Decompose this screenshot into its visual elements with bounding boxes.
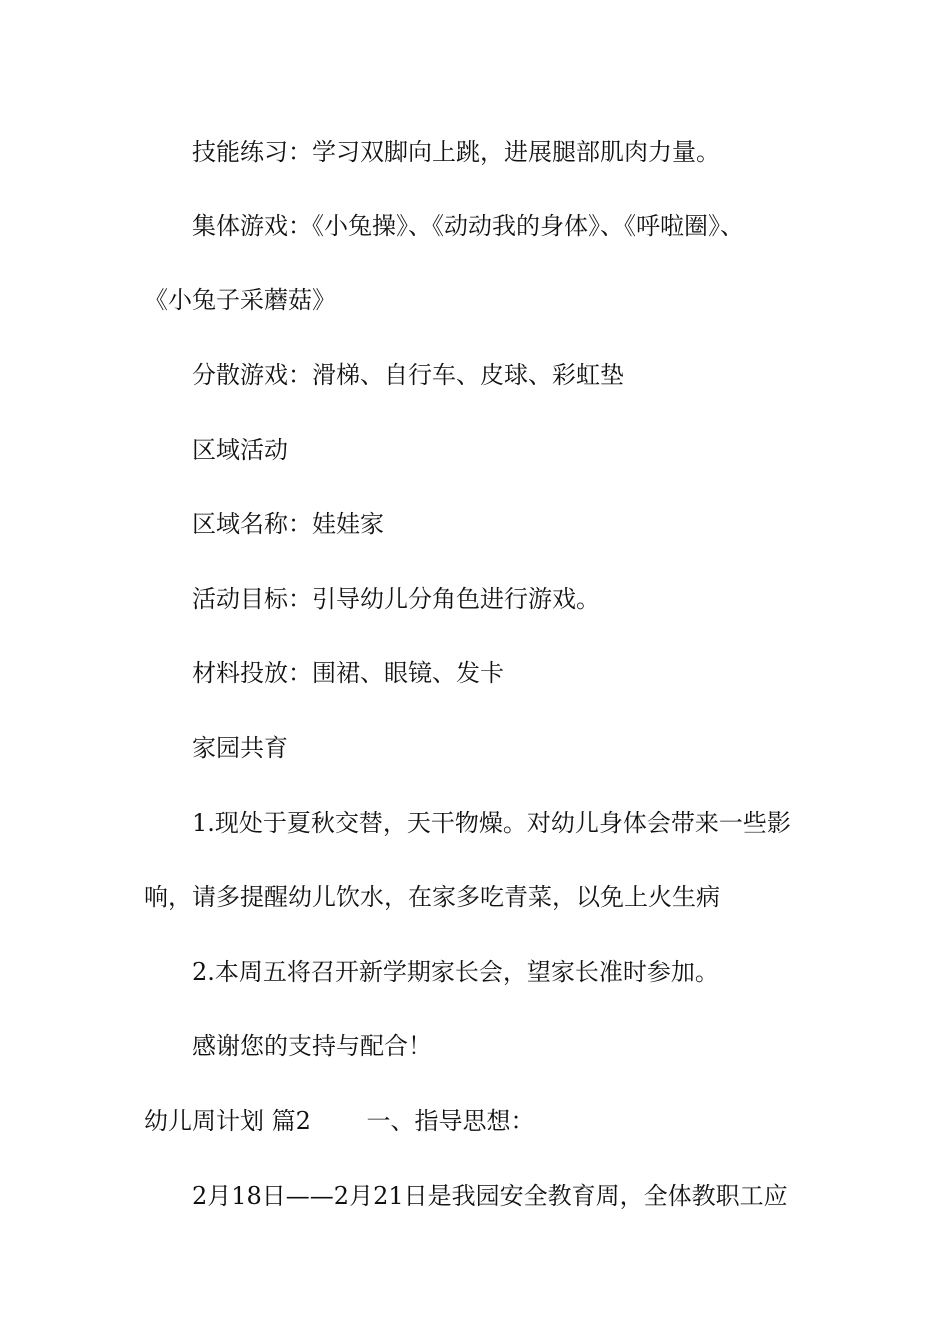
text-line-group-games-cont: 《小兔子采蘑菇》 (144, 286, 336, 314)
text-line-skill-practice: 技能练习：学习双脚向上跳，进展腿部肌肉力量。 (192, 138, 720, 166)
text-line-thanks: 感谢您的支持与配合！ (192, 1032, 432, 1060)
section-heading-area-activity: 区域活动 (192, 436, 288, 464)
text-line-activity-goal: 活动目标：引导幼儿分角色进行游戏。 (192, 585, 600, 613)
text-line-safety-week: 2月18日——2月21日是我园安全教育周，全体教职工应 (192, 1182, 788, 1210)
text-line-group-games: 集体游戏：《小兔操》、《动动我的身体》、《呼啦圈》、 (192, 212, 744, 240)
text-line-item-1: 1.现处于夏秋交替，天干物燥。对幼儿身体会带来一些影 (192, 809, 791, 837)
section-heading-home-school: 家园共育 (192, 734, 288, 762)
text-line-item-2: 2.本周五将召开新学期家长会，望家长准时参加。 (192, 958, 719, 986)
section-heading-plan-2: 幼儿周计划 篇2 一、指导思想： (144, 1107, 535, 1135)
text-line-area-name: 区域名称：娃娃家 (192, 510, 384, 538)
text-line-item-1-cont: 响，请多提醒幼儿饮水，在家多吃青菜，以免上火生病 (144, 883, 720, 911)
text-line-materials: 材料投放：围裙、眼镜、发卡 (192, 659, 504, 687)
text-line-free-games: 分散游戏：滑梯、自行车、皮球、彩虹垫 (192, 361, 624, 389)
